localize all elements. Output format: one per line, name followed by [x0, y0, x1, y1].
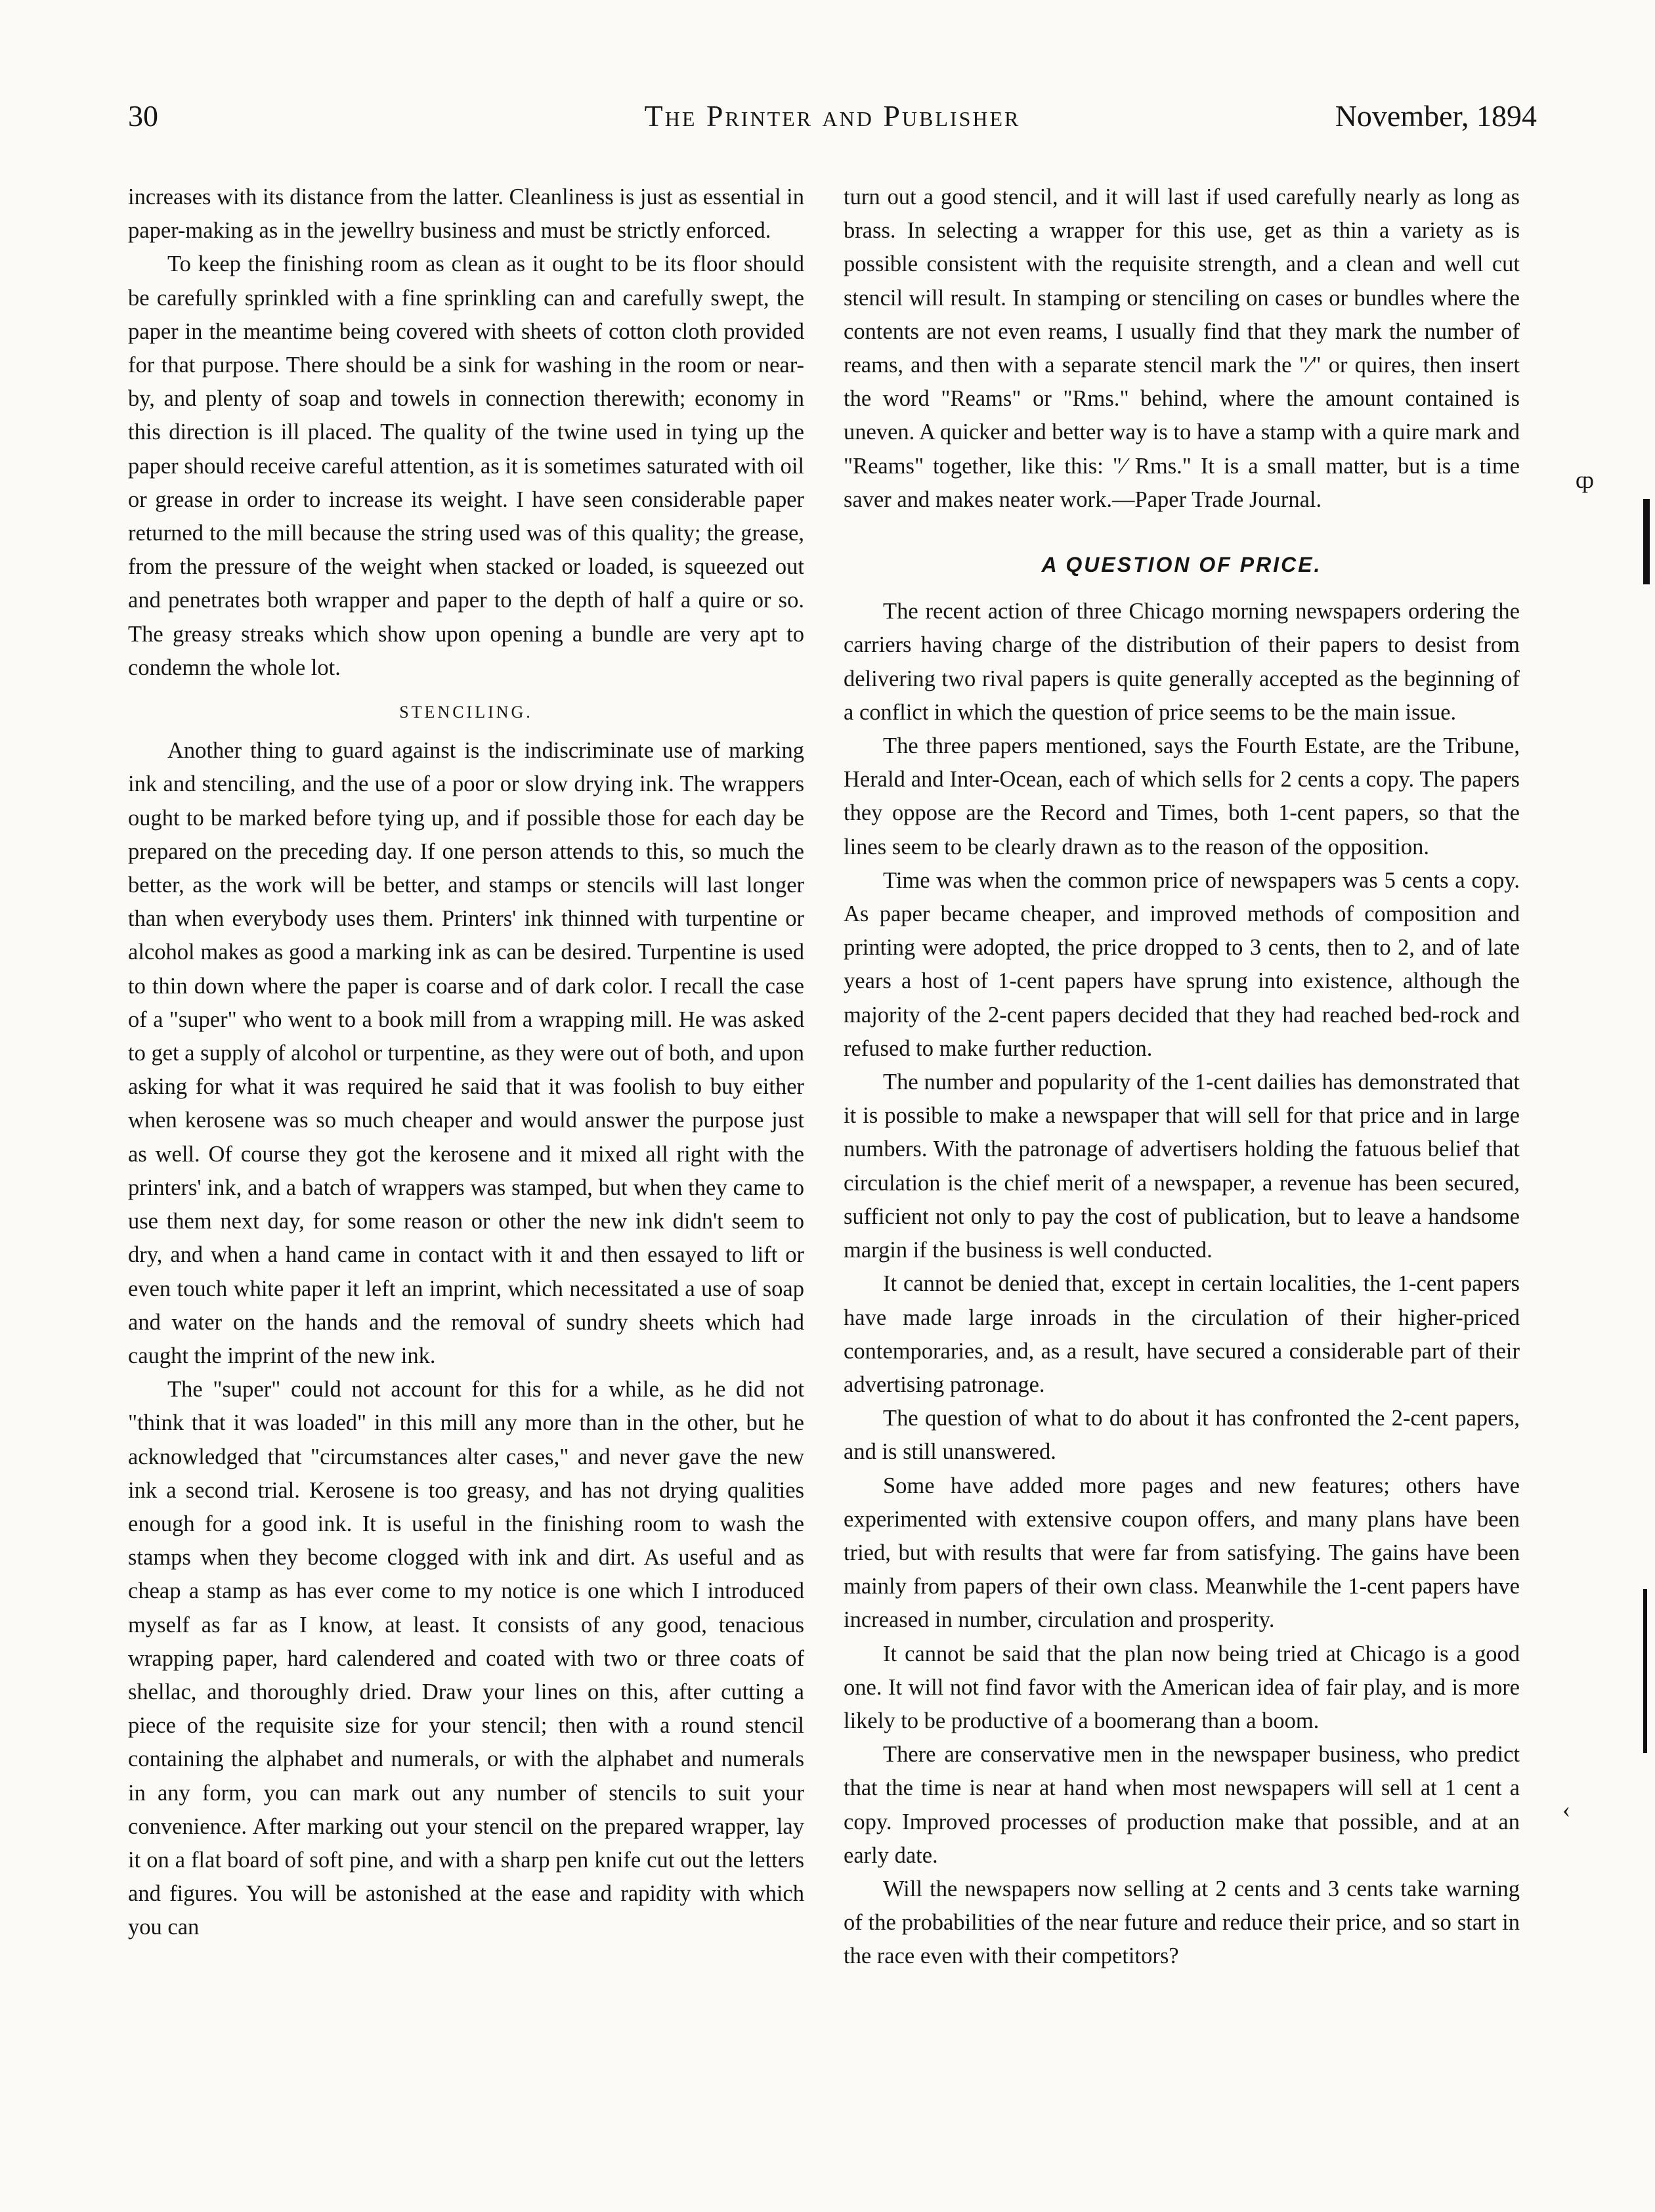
article-title: A QUESTION OF PRICE.: [1041, 553, 1322, 577]
paragraph: It cannot be said that the plan now being tried at Chicago is a good one. It will not find favor with the American idea of fair play, and is more likely to be productive of a boomerang than a boom.: [844, 1641, 1520, 1733]
right-column: [844, 181, 1520, 1974]
paragraph: Some have added more pages and new features; others have experimented with extensive coupon offers, and many plans have been tried, but with results that were far from satisfying. The gains have been mainly from papers of their own class. Meanwhile the 1-cent papers have increased in number, circulation and prosperity.: [844, 1473, 1520, 1633]
paragraph: Will the newspapers now selling at 2 cents and 3 cents take warning of the probabilities of the near future and reduce their price, and so start in the race even with their competitors?: [844, 1876, 1520, 1969]
paragraph: Another thing to guard against is the indiscriminate use of marking ink and stenciling, and the use of a poor or slow drying ink. The wrappers ought to be marked before tying up, and if possible those for each day be prepared on the preceding day. If one person attends to this, so much the better, as the work will be better, and stamps or stencils will last longer than when everybody uses them. Printers' ink thinned with turpentine or alcohol makes as good a marking ink as can be desired. Turpentine is used to thin down where the paper is coarse and of dark color. I recall the case of a "super" who went to a book mill from a wrapping mill. He was asked to get a supply of alcohol or turpentine, as they were out of both, and upon asking for what it was required he said that it was foolish to buy either when kerosene was so much cheaper and would answer the purpose just as well. Of course they got the kerosene and it mixed all right with the printers' ink, and a batch of wrappers was stamped, but when they came to use them next day, for some reason or other the new ink didn't seem to dry, and when a hand came in contact with it and then essayed to lift or even touch white paper it left an imprint, which necessitated a use of soap and water on the hands and the removal of sundry sheets which had caught the imprint of the new ink.: [128, 738, 804, 1368]
paragraph: To keep the finishing room as clean as it ought to be its floor should be carefully sprinkled with a fine sprinkling can and carefully swept, the paper in the meantime being covered with sheets of cotton cloth provided for that purpose. There should be a sink for washing in the room or near-by, and plenty of soap and towels in connection therewith; economy in this direction is ill placed. The quality of the twine used in tying up the paper should receive careful attention, as it is sometimes saturated with oil or grease in order to increase its weight. I have seen considerable paper returned to the mill because the string used was of this quality; the grease, from the pressure of the weight when stacked or loaded, is squeezed out and penetrates both wrapper and paper to the depth of half a quire or so. The greasy streaks which show upon opening a bundle are very apt to condemn the whole lot.: [128, 251, 804, 680]
page-edge-mark: [1643, 1589, 1647, 1753]
paragraph: The question of what to do about it has confronted the 2-cent papers, and is still unanswered.: [844, 1406, 1520, 1465]
margin-mark: ‹: [1562, 1796, 1570, 1823]
page-edge-mark: [1643, 499, 1650, 584]
page-number: 30: [128, 99, 158, 133]
paragraph: increases with its distance from the latter. Cleanliness is just as essential in paper-making as in the jewellry business and must be strictly enforced.: [128, 184, 804, 244]
left-column: [128, 181, 804, 1945]
paragraph: The number and popularity of the 1-cent dailies has demonstrated that it is possible to make a newspaper that will sell for that price and in large numbers. With the patronage of advertisers holding the fatuous belief that circulation is the chief merit of a newspaper, a revenue has been secured, sufficient not only to pay the cost of publication, but to leave a handsome margin if the business is well conducted.: [844, 1070, 1520, 1263]
paragraph: turn out a good stencil, and it will last if used carefully nearly as long as brass. In selecting a wrapper for this use, get as thin a variety as is possible consistent with the requisite strength, and a clean and well cut stencil will result. In stamping or stenciling on cases or bundles where the contents are not even reams, I usually find that they mark the number of reams, and then with a separate stencil mark the "⁄" or quires, then insert the word "Reams" or "Rms." behind, where the amount contained is uneven. A quicker and better way is to have a stamp with a quire mark and "Reams" together, like this: "⁄ Rms." It is a small matter, but is a time saver and makes neater work.—Paper Trade Journal.: [844, 184, 1520, 512]
paragraph: Time was when the common price of newspapers was 5 cents a copy. As paper became cheaper, and improved methods of composition and printing were adopted, the price dropped to 3 cents, then to 2, and of late years a host of 1-cent papers have sprung into existence, although the majority of the 2-cent papers decided that they had reached bed-rock and refused to make further reduction.: [844, 867, 1520, 1061]
paragraph: It cannot be denied that, except in certain localities, the 1-cent papers have made large inroads in the circulation of their higher-priced contemporaries, and, as a result, have secured a considerable part of their advertising patronage.: [844, 1271, 1520, 1397]
page-header: [128, 98, 1537, 144]
paragraph: The recent action of three Chicago morning newspapers ordering the carriers having charge of the distribution of their papers to desist from delivering two rival papers is quite generally accepted as the beginning of a conflict in which the question of price seems to be the main issue.: [844, 599, 1520, 725]
paragraph: The "super" could not account for this for a while, as he did not "think that it was loaded" in this mill any more than in the other, but he acknowledged that "circumstances alter cases," and never gave the new ink a second trial. Kerosene is too greasy, and has not drying qualities enough for a good ink. It is useful in the finishing room to wash the stamps when they become clogged with ink and dirt. As useful and as cheap a stamp as has ever come to my notice is one which I introduced myself as far as I know, at least. It consists of any good, tenacious wrapping paper, hard calendered and coated with two or three coats of shellac, and thoroughly dried. Draw your lines on this, after cutting a piece of the requisite size for your stencil; then with a round stencil containing the alphabet and numerals, or with the alphabet and numerals in any form, you can mark out any number of stencils to suit your convenience. After marking out your stencil on the prepared wrapper, lay it on a flat board of soft pine, and with a sharp pen knife cut out the letters and figures. You will be astonished at the ease and rapidity with which you can: [128, 1377, 804, 1940]
subhead: STENCILING.: [399, 703, 533, 722]
journal-title: The Printer and Publisher: [644, 99, 1021, 133]
issue-date: November, 1894: [1335, 99, 1537, 133]
paragraph: The three papers mentioned, says the Fourth Estate, are the Tribune, Herald and Inter-Ocean, each of which sells for 2 cents a copy. The papers they oppose are the Record and Times, both 1-cent papers, so that the lines seem to be clearly drawn as to the reason of the opposition.: [844, 733, 1520, 859]
margin-mark: ȹ: [1576, 467, 1594, 493]
paragraph: There are conservative men in the newspaper business, who predict that the time is near at hand when most newspapers will sell at 1 cent a copy. Improved processes of production make that possible, and at an early date.: [844, 1742, 1520, 1868]
